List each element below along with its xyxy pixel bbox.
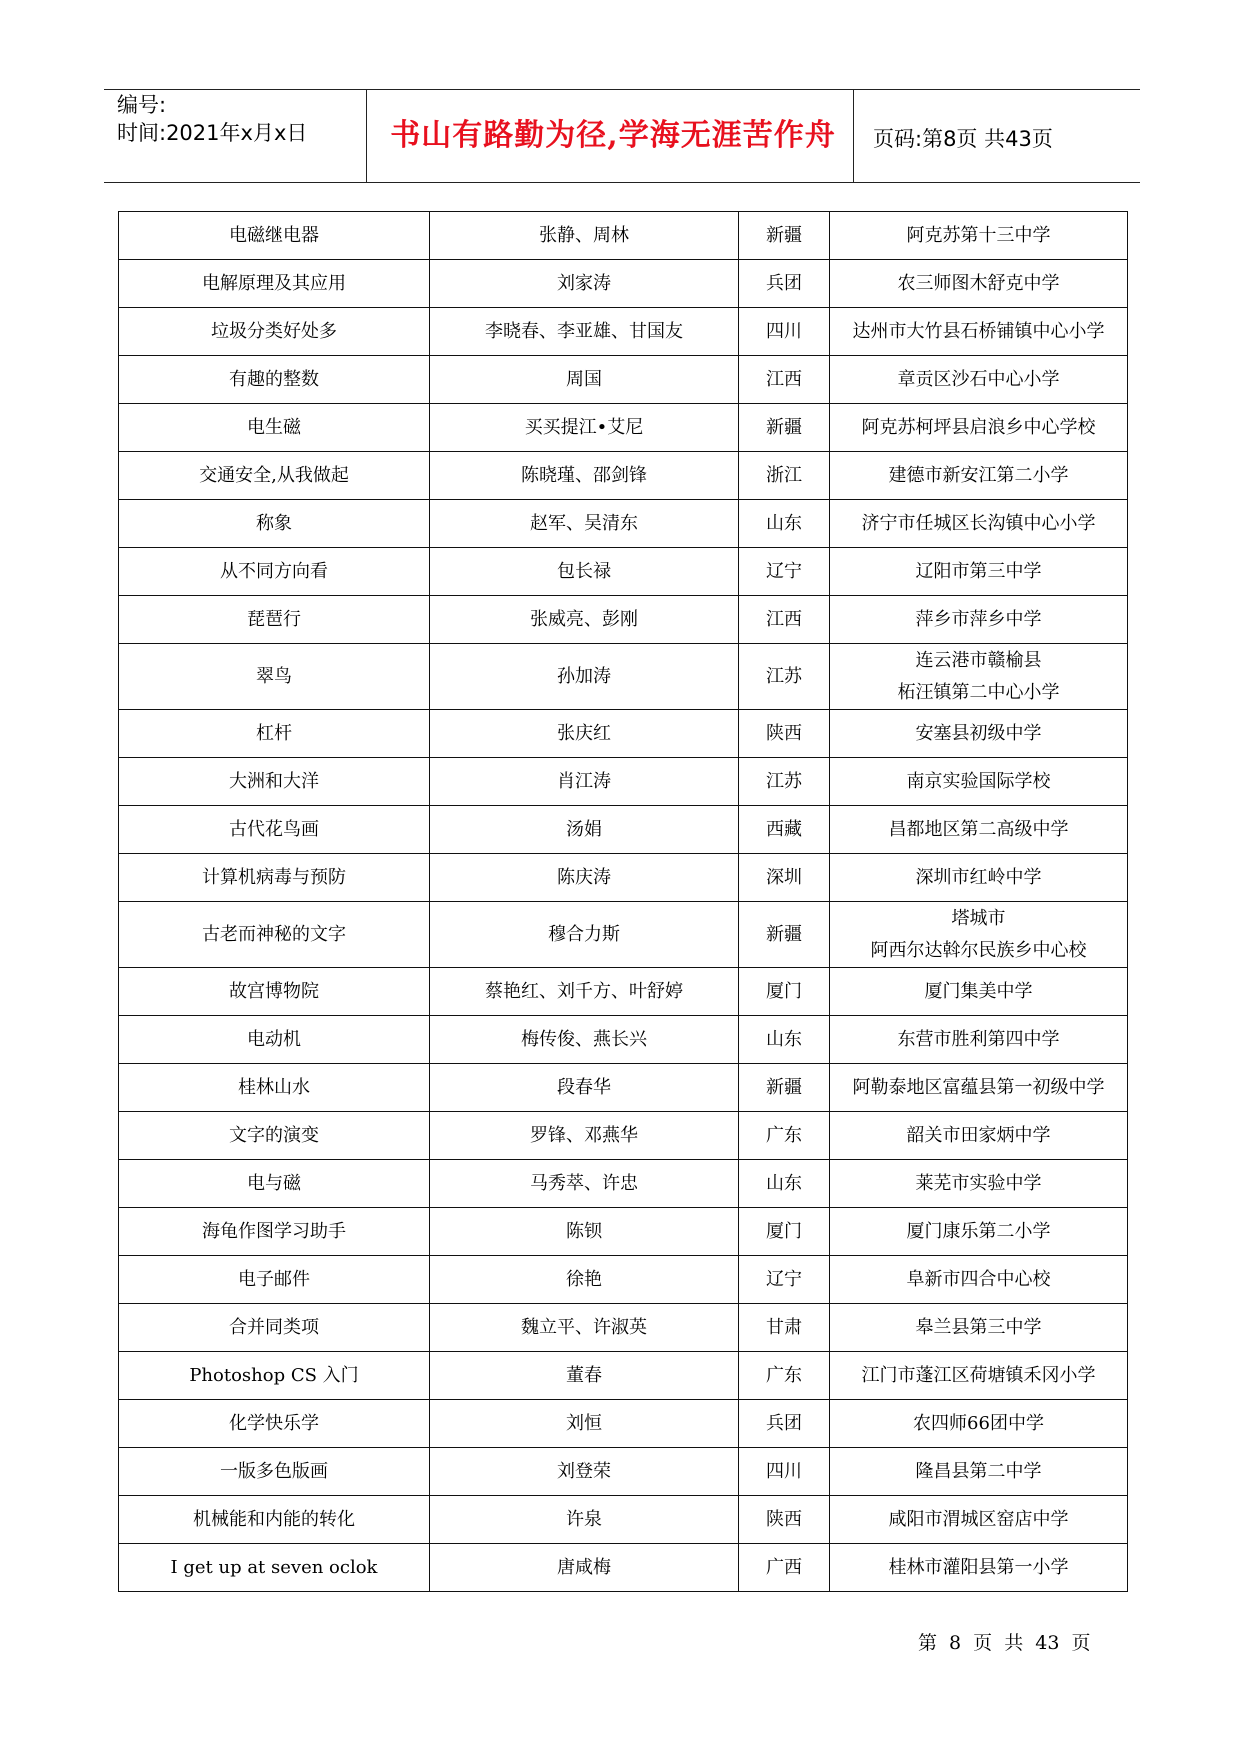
region-cell: 江苏 (739, 644, 830, 710)
table-row (119, 1304, 1128, 1352)
author-cell: 张静、周林 (430, 212, 739, 260)
region-cell: 西藏 (739, 806, 830, 854)
table-row (119, 854, 1128, 902)
author-cell: 陈晓瑾、邵剑锋 (430, 452, 739, 500)
title-cell: 电解原理及其应用 (119, 260, 430, 308)
title-cell: 电磁继电器 (119, 212, 430, 260)
table-row (119, 1544, 1128, 1592)
table-row (119, 1400, 1128, 1448)
author-cell: 唐咸梅 (430, 1544, 739, 1592)
school-cell: 阿克苏柯坪县启浪乡中心学校 (830, 404, 1128, 452)
region-cell: 山东 (739, 1160, 830, 1208)
title-cell: 有趣的整数 (119, 356, 430, 404)
title-cell: 一版多色版画 (119, 1448, 430, 1496)
region-cell: 广西 (739, 1544, 830, 1592)
table-row (119, 1208, 1128, 1256)
title-cell: 杠杆 (119, 710, 430, 758)
author-cell: 魏立平、许淑英 (430, 1304, 739, 1352)
author-cell: 孙加涛 (430, 644, 739, 710)
table-row (119, 1448, 1128, 1496)
region-cell: 辽宁 (739, 548, 830, 596)
table-row (119, 1256, 1128, 1304)
region-cell: 陕西 (739, 1496, 830, 1544)
title-cell: 从不同方向看 (119, 548, 430, 596)
title-cell: 古老而神秘的文字 (119, 902, 430, 968)
author-cell: 汤娟 (430, 806, 739, 854)
table-row (119, 452, 1128, 500)
title-cell: 称象 (119, 500, 430, 548)
school-cell: 皋兰县第三中学 (830, 1304, 1128, 1352)
author-cell: 罗锋、邓燕华 (430, 1112, 739, 1160)
author-cell: 许泉 (430, 1496, 739, 1544)
school-cell: 章贡区沙石中心小学 (830, 356, 1128, 404)
region-cell: 新疆 (739, 902, 830, 968)
region-cell: 深圳 (739, 854, 830, 902)
table-row (119, 404, 1128, 452)
region-cell: 新疆 (739, 212, 830, 260)
school-cell: 阿克苏第十三中学 (830, 212, 1128, 260)
region-cell: 甘肃 (739, 1304, 830, 1352)
table-row (119, 212, 1128, 260)
table-row (119, 806, 1128, 854)
table-row (119, 758, 1128, 806)
table-row (119, 500, 1128, 548)
table-row (119, 710, 1128, 758)
author-cell: 董春 (430, 1352, 739, 1400)
region-cell: 江西 (739, 596, 830, 644)
header-meta (117, 91, 307, 147)
region-cell: 兵团 (739, 1400, 830, 1448)
table-row (119, 1112, 1128, 1160)
school-cell: 塔城市 阿西尔达斡尔民族乡中心校 (830, 902, 1128, 968)
header-bottom-rule (104, 182, 1140, 183)
school-cell: 东营市胜利第四中学 (830, 1016, 1128, 1064)
author-cell: 张庆红 (430, 710, 739, 758)
title-cell: 故宫博物院 (119, 968, 430, 1016)
author-cell: 刘恒 (430, 1400, 739, 1448)
author-cell: 刘家涛 (430, 260, 739, 308)
document-time-label: 时间:2021年x月x日 (117, 121, 308, 145)
school-cell: 厦门康乐第二小学 (830, 1208, 1128, 1256)
school-cell: 济宁市任城区长沟镇中心小学 (830, 500, 1128, 548)
region-cell: 陕西 (739, 710, 830, 758)
title-cell: 化学快乐学 (119, 1400, 430, 1448)
table-row (119, 644, 1128, 710)
document-number-label: 编号: (117, 93, 167, 117)
school-cell: 达州市大竹县石桥铺镇中心小学 (830, 308, 1128, 356)
author-cell: 张威亮、彭刚 (430, 596, 739, 644)
region-cell: 辽宁 (739, 1256, 830, 1304)
table-row (119, 260, 1128, 308)
school-cell: 韶关市田家炳中学 (830, 1112, 1128, 1160)
region-cell: 新疆 (739, 404, 830, 452)
author-cell: 马秀萃、许忠 (430, 1160, 739, 1208)
author-cell: 陈钡 (430, 1208, 739, 1256)
region-cell: 山东 (739, 1016, 830, 1064)
school-cell: 莱芜市实验中学 (830, 1160, 1128, 1208)
table-row (119, 1160, 1128, 1208)
region-cell: 兵团 (739, 260, 830, 308)
school-cell: 建德市新安江第二小学 (830, 452, 1128, 500)
school-cell: 安塞县初级中学 (830, 710, 1128, 758)
title-cell: 机械能和内能的转化 (119, 1496, 430, 1544)
title-cell: 电动机 (119, 1016, 430, 1064)
school-cell: 萍乡市萍乡中学 (830, 596, 1128, 644)
header-motto: 书山有路勤为径,学海无涯苦作舟 (390, 118, 836, 153)
title-cell: 海龟作图学习助手 (119, 1208, 430, 1256)
header-page-label: 页码:第8页 共43页 (873, 127, 1053, 151)
author-cell: 赵军、吴清东 (430, 500, 739, 548)
table-row (119, 1016, 1128, 1064)
author-cell: 刘登荣 (430, 1448, 739, 1496)
school-cell: 昌都地区第二高级中学 (830, 806, 1128, 854)
school-cell: 桂林市灌阳县第一小学 (830, 1544, 1128, 1592)
school-cell: 阿勒泰地区富蕴县第一初级中学 (830, 1064, 1128, 1112)
author-cell: 买买提江•艾尼 (430, 404, 739, 452)
region-cell: 新疆 (739, 1064, 830, 1112)
school-cell: 江门市蓬江区荷塘镇禾冈小学 (830, 1352, 1128, 1400)
region-cell: 浙江 (739, 452, 830, 500)
school-cell: 辽阳市第三中学 (830, 548, 1128, 596)
region-cell: 厦门 (739, 968, 830, 1016)
author-cell: 穆合力斯 (430, 902, 739, 968)
title-cell: 琵琶行 (119, 596, 430, 644)
title-cell: 电子邮件 (119, 1256, 430, 1304)
author-cell: 徐艳 (430, 1256, 739, 1304)
table-row (119, 1496, 1128, 1544)
title-cell: 电生磁 (119, 404, 430, 452)
region-cell: 四川 (739, 308, 830, 356)
region-cell: 厦门 (739, 1208, 830, 1256)
table-row (119, 596, 1128, 644)
author-cell: 李晓春、李亚雄、甘国友 (430, 308, 739, 356)
header-top-rule (104, 89, 1140, 90)
school-cell: 连云港市赣榆县 柘汪镇第二中心小学 (830, 644, 1128, 710)
region-cell: 江西 (739, 356, 830, 404)
table-row (119, 308, 1128, 356)
region-cell: 山东 (739, 500, 830, 548)
title-cell: I get up at seven oclok (119, 1544, 430, 1592)
title-cell: 大洲和大洋 (119, 758, 430, 806)
header-divider-left (366, 89, 367, 182)
title-cell: 计算机病毒与预防 (119, 854, 430, 902)
table-row (119, 356, 1128, 404)
school-cell: 南京实验国际学校 (830, 758, 1128, 806)
school-cell: 深圳市红岭中学 (830, 854, 1128, 902)
school-cell: 厦门集美中学 (830, 968, 1128, 1016)
author-cell: 蔡艳红、刘千方、叶舒婷 (430, 968, 739, 1016)
title-cell: 垃圾分类好处多 (119, 308, 430, 356)
region-cell: 江苏 (739, 758, 830, 806)
courseware-table (118, 211, 1128, 1592)
region-cell: 四川 (739, 1448, 830, 1496)
author-cell: 梅传俊、燕长兴 (430, 1016, 739, 1064)
author-cell: 周国 (430, 356, 739, 404)
school-cell: 农三师图木舒克中学 (830, 260, 1128, 308)
author-cell: 陈庆涛 (430, 854, 739, 902)
table-body (119, 212, 1128, 1592)
title-cell: 翠鸟 (119, 644, 430, 710)
title-cell: 合并同类项 (119, 1304, 430, 1352)
region-cell: 广东 (739, 1112, 830, 1160)
author-cell: 段春华 (430, 1064, 739, 1112)
author-cell: 肖江涛 (430, 758, 739, 806)
table-row (119, 902, 1128, 968)
school-cell: 阜新市四合中心校 (830, 1256, 1128, 1304)
region-cell: 广东 (739, 1352, 830, 1400)
page-footer: 第 8 页 共 43 页 (918, 1632, 1091, 1654)
table-row (119, 548, 1128, 596)
school-cell: 咸阳市渭城区窑店中学 (830, 1496, 1128, 1544)
table-row (119, 968, 1128, 1016)
title-cell: 文字的演变 (119, 1112, 430, 1160)
title-cell: 古代花鸟画 (119, 806, 430, 854)
title-cell: Photoshop CS 入门 (119, 1352, 430, 1400)
table-row (119, 1352, 1128, 1400)
author-cell: 包长禄 (430, 548, 739, 596)
school-cell: 农四师66团中学 (830, 1400, 1128, 1448)
title-cell: 桂林山水 (119, 1064, 430, 1112)
title-cell: 电与磁 (119, 1160, 430, 1208)
school-cell: 隆昌县第二中学 (830, 1448, 1128, 1496)
table-row (119, 1064, 1128, 1112)
title-cell: 交通安全,从我做起 (119, 452, 430, 500)
